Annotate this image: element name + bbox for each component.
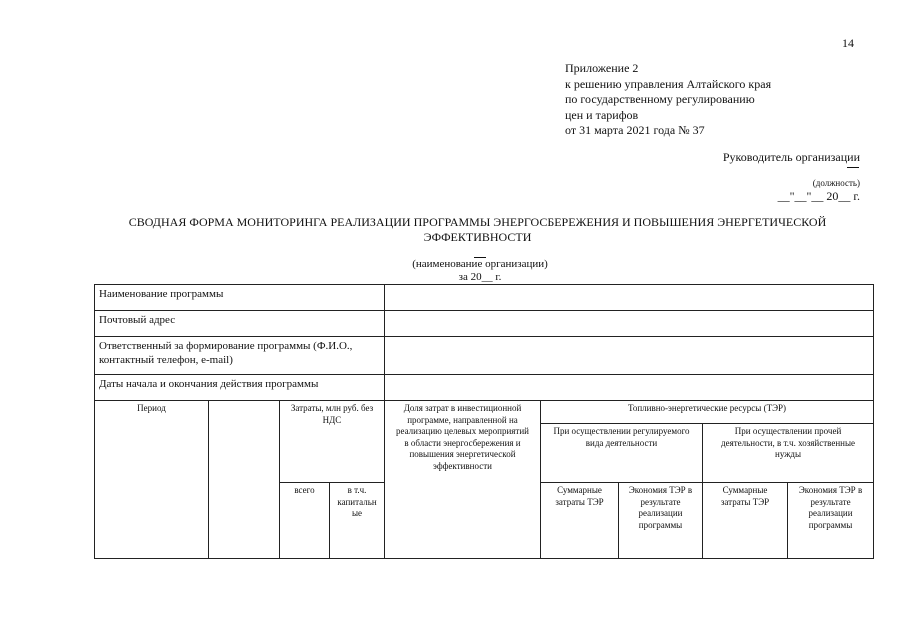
page-number: 14 [842, 36, 854, 50]
responsible-line: Ответственный за формирование программы (Ф.И.О., [99, 340, 353, 352]
manager-label: Руководитель организации [722, 150, 860, 164]
other-line: При осуществлении прочей [734, 426, 842, 436]
regulated-savings-header [619, 483, 703, 559]
program-dates-label: Даты начала и окончания действия программы [95, 375, 385, 401]
savings-line: результате [640, 496, 681, 507]
program-dates-value[interactable] [385, 375, 874, 401]
responsible-line: контактный телефон, e-mail) [99, 354, 233, 366]
appendix-line: от 31 марта 2021 года № 37 [565, 123, 705, 137]
savings-line: реализации [808, 508, 853, 518]
sum-costs-line: затраты ТЭР [555, 496, 604, 507]
total-header: всего [280, 483, 330, 559]
capital-line: в т.ч. [347, 485, 367, 495]
program-name-label: Наименование программы [95, 285, 385, 311]
other-activity-header [703, 424, 874, 483]
responsible-value[interactable] [385, 337, 874, 375]
savings-line: программы [638, 519, 683, 530]
share-line: повышения энергетической [409, 449, 516, 459]
approval-date: __"__"__ 20__ г. [777, 189, 860, 203]
table-row [95, 337, 874, 375]
monitoring-table [94, 284, 874, 559]
other-savings-header [788, 483, 874, 559]
appendix-line: по государственному регулированию [565, 92, 755, 106]
period-header: Период [95, 401, 209, 559]
table-row [95, 285, 874, 311]
regulated-line: вида деятельности [585, 437, 658, 448]
costs-header: Затраты, млн руб. без НДС [280, 401, 385, 483]
share-header [385, 401, 541, 559]
appendix-line: цен и тарифов [565, 107, 639, 122]
blank-header [209, 401, 280, 559]
table-row [95, 375, 874, 401]
report-period: за 20__ г. [458, 271, 502, 283]
regulated-header [541, 424, 703, 483]
share-line: реализацию целевых мероприятий [395, 426, 529, 436]
table-row [95, 401, 874, 424]
share-line: программе, направленной на [407, 414, 518, 425]
savings-line: результате [810, 496, 851, 507]
capital-line: капитальн [337, 496, 377, 507]
position-hint: (должность) [812, 178, 860, 188]
ter-header: Топливно-энергетические ресурсы (ТЭР) [541, 401, 874, 424]
savings-line: реализации [638, 508, 683, 518]
savings-line: Экономия ТЭР в [798, 485, 863, 495]
signature-line [847, 167, 859, 168]
postal-address-value[interactable] [385, 311, 874, 337]
form-title: СВОДНАЯ ФОРМА МОНИТОРИНГА РЕАЛИЗАЦИИ ПРОГРАММЫ ЭНЕРГОСБЕРЕЖЕНИЯ И ПОВЫШЕНИЯ ЭНЕРГЕТИЧЕСКОЙ ЭФФЕКТИВНОСТИ [128, 215, 827, 244]
sum-costs-line: затраты ТЭР [720, 496, 770, 507]
appendix-line: к решению управления Алтайского края [565, 76, 772, 91]
org-name-hint: (наименование организации) [412, 258, 548, 270]
regulated-sum-costs-header [541, 483, 619, 559]
appendix-line: Приложение 2 [565, 61, 639, 75]
share-line: в области энергосбережения и [404, 437, 521, 448]
program-name-value[interactable] [385, 285, 874, 311]
share-line: эффективности [433, 460, 492, 471]
sum-costs-line: Суммарные [557, 485, 602, 495]
responsible-label [95, 337, 385, 375]
regulated-line: При осуществлении регулируемого [553, 426, 690, 436]
table-row [95, 311, 874, 337]
other-sum-costs-header [703, 483, 788, 559]
savings-line: программы [808, 519, 853, 530]
sum-costs-line: Суммарные [722, 485, 768, 495]
postal-address-label: Почтовый адрес [95, 311, 385, 337]
other-line: нужды [775, 449, 802, 459]
other-line: деятельности, в т.ч. хозяйственные [721, 437, 856, 448]
capital-header [330, 483, 385, 559]
share-line: Доля затрат в инвестиционной [403, 403, 522, 413]
savings-line: Экономия ТЭР в [628, 485, 693, 495]
capital-line: ые [351, 508, 363, 518]
appendix-header [565, 61, 771, 139]
